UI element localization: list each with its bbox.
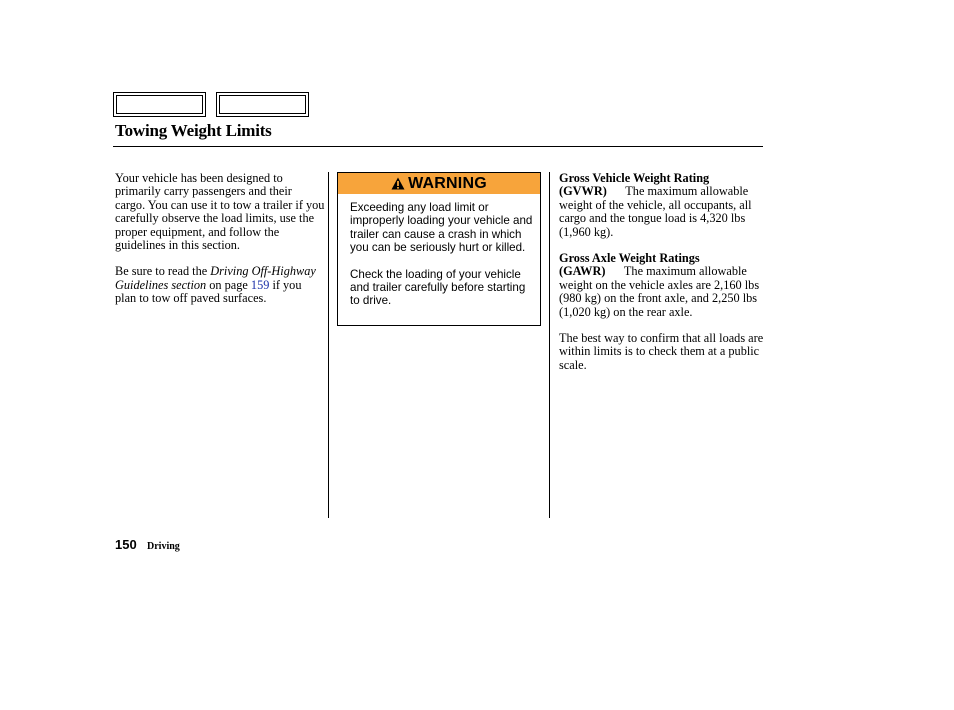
column-intro: [115, 172, 325, 319]
warning-header: [338, 173, 540, 194]
guidelines-title: Driving Off-Highway Guidelines section: [115, 264, 316, 292]
nav-tab-2[interactable]: [216, 92, 309, 117]
warning-body: [350, 201, 534, 321]
read-prefix: Be sure to read the: [115, 264, 211, 279]
gawr-text: The maximum allowable weight on the vehicle axles are 2,160 lbs (980 kg) on the front axle, and 2,250 lbs (1,020 kg) on the rear axle.: [559, 264, 760, 319]
warning-label: WARNING: [408, 174, 487, 192]
scale-paragraph: The best way to confirm that all loads are within limits is to check them at a public scale.: [559, 331, 764, 372]
warning-triangle-icon: [391, 177, 405, 190]
intro-paragraph: Your vehicle has been designed to primarily carry passengers and their cargo. You can use it to tow a trailer if you carefully observe the load limits, use the proper equipment, and follow the guidelines in this section.: [115, 171, 325, 253]
section-name: Driving: [147, 541, 180, 552]
read-guidelines-paragraph: [115, 265, 325, 305]
page-159-link[interactable]: 159: [250, 277, 270, 292]
warning-paragraph-2: Check the loading of your vehicle and trailer carefully before starting to drive.: [350, 267, 526, 308]
warning-paragraph-1: Exceeding any load limit or improperly loading your vehicle and trailer can cause a crash in which you can be seriously hurt or killed.: [350, 201, 533, 255]
nav-tab-1[interactable]: [113, 92, 206, 117]
title-rule: [113, 146, 763, 147]
gawr-heading: Gross Axle Weight Ratings (GAWR): [559, 251, 700, 279]
column-ratings: [559, 172, 764, 385]
warning-box: [337, 172, 541, 326]
gvwr-heading: Gross Vehicle Weight Rating (GVWR): [559, 171, 710, 199]
column-divider: [549, 172, 550, 518]
page-title: Towing Weight Limits: [115, 121, 272, 140]
page-number: 150: [115, 537, 137, 552]
gawr-paragraph: [559, 252, 764, 319]
column-divider: [328, 172, 329, 518]
gvwr-text: The maximum allowable weight of the vehicle, all occupants, all cargo and the tongue load is 4,320 lbs (1,960 kg).: [559, 184, 752, 239]
gvwr-paragraph: [559, 172, 764, 239]
read-suffix: if you plan to tow off paved surfaces.: [115, 277, 302, 306]
read-mid: on page: [206, 277, 251, 292]
